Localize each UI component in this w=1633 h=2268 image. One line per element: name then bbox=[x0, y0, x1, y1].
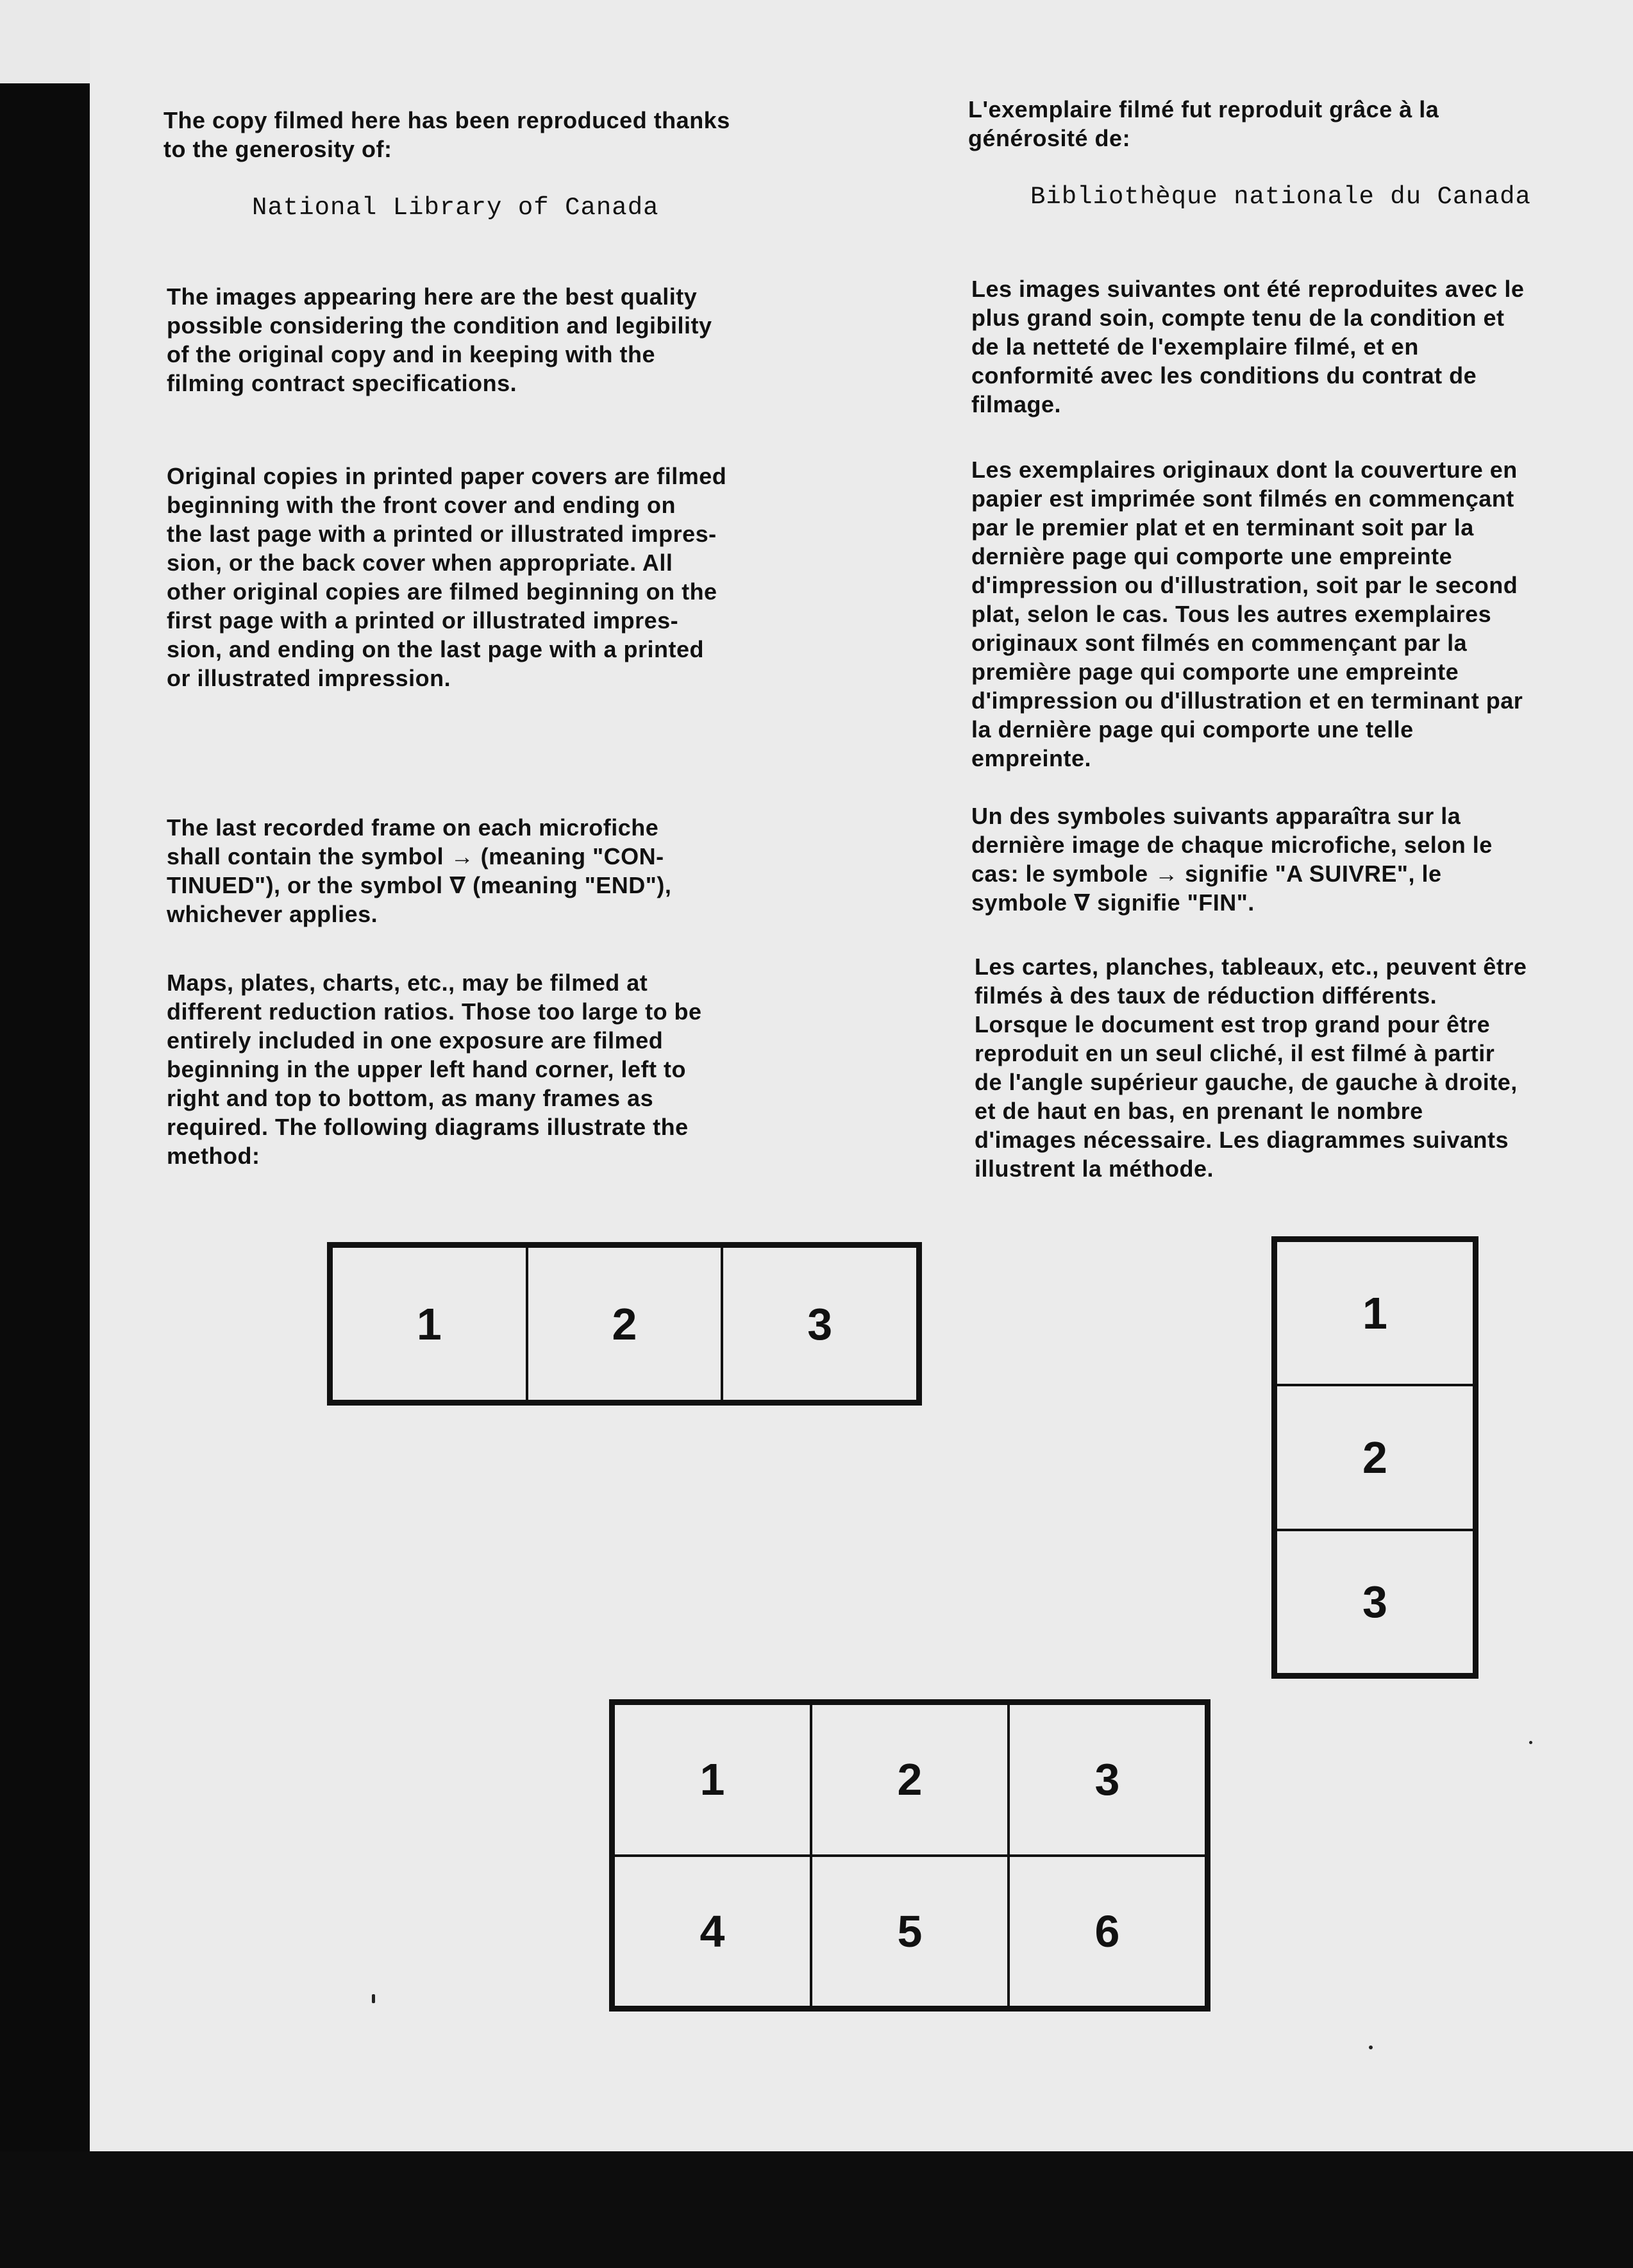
diagram-grid-cell: 1 bbox=[612, 1702, 812, 1857]
diagram-grid-cell: 4 bbox=[612, 1854, 812, 2009]
maps-paragraph-en: Maps, plates, charts, etc., may be filmed at different reduction ratios. Those too large to be entirely included in one exposure are filmed beginning in the upper left hand corner, left to right and top to bottom, as many frames as required. The following diagrams illustrate the method: bbox=[167, 970, 702, 1169]
symbols-paragraph-fr: Un des symboles suivants apparaîtra sur la dernière image de chaque microfiche, selon le cas: le symbole → signifie "A SUIVRE", le symbole ∇ signifie "FIN". bbox=[971, 803, 1493, 916]
originals-paragraph-fr: Les exemplaires originaux dont la couverture en papier est imprimée sont filmés en commençant par le premier plat et en terminant soit par la dernière page qui comporte une empreinte d'impression ou d'illustration, soit par le second plat, selon le cas. Tous les autres exemplaires originaux sont filmés en commençant par la première page qui comporte une empreinte d'impression ou d'illustration et en terminant par la dernière page qui comporte une telle empreinte. bbox=[971, 457, 1523, 771]
diagram-grid-cell: 3 bbox=[1007, 1702, 1207, 1857]
quality-paragraph-fr: Les images suivantes ont été reproduites avec le plus grand soin, compte tenu de la condition et de la netteté de l'exemplaire filmé, et en conformité avec les conditions du contrat de filmage. bbox=[971, 276, 1525, 417]
scan-speck bbox=[1369, 2045, 1373, 2049]
scan-speck bbox=[372, 1994, 375, 2003]
originals-paragraph-en: Original copies in printed paper covers are filmed beginning with the front cover and ending on the last page with a printed or illustrated impres- sion, or the back cover when appropriate. All other original copies are filmed beginning on the first page with a printed or illustrated impres- sion, and ending on the last page with a printed or illustrated impression. bbox=[167, 463, 727, 691]
scan-speck bbox=[1529, 1741, 1532, 1744]
maps-paragraph-fr: Les cartes, planches, tableaux, etc., peuvent être filmés à des taux de réduction différents. Lorsque le document est trop grand pour être reproduit en un seul cliché, il est filmé à partir de l'angle supérieur gauche, de gauche à droite, et de haut en bas, en prenant le nombre d'images nécessaire. Les diagrammes suivants illustrent la méthode. bbox=[975, 953, 1527, 1182]
diagram-row bbox=[327, 1242, 922, 1406]
diagram-column-cell: 3 bbox=[1275, 1529, 1475, 1676]
institution-name-en: National Library of Canada bbox=[252, 194, 659, 222]
diagram-grid bbox=[609, 1699, 1210, 2012]
diagram-row-cell: 2 bbox=[526, 1245, 724, 1402]
quality-paragraph-en: The images appearing here are the best quality possible considering the condition and legibility of the original copy and in keeping with the filming contract specifications. bbox=[167, 283, 712, 396]
film-edge-left bbox=[0, 83, 90, 2155]
film-edge-bottom bbox=[0, 2151, 1633, 2268]
diagram-grid-cell: 6 bbox=[1007, 1854, 1207, 2009]
diagram-column bbox=[1271, 1236, 1478, 1679]
institution-name-fr: Bibliothèque nationale du Canada bbox=[1030, 183, 1531, 211]
diagram-grid-cell: 2 bbox=[810, 1702, 1010, 1857]
symbols-paragraph-en: The last recorded frame on each microfiche shall contain the symbol → (meaning "CON- TINUED"), or the symbol ∇ (meaning "END"), whichever applies. bbox=[167, 814, 672, 927]
intro-text-fr: L'exemplaire filmé fut reproduit grâce à la générosité de: bbox=[968, 96, 1439, 151]
intro-text-en: The copy filmed here has been reproduced thanks to the generosity of: bbox=[163, 107, 730, 162]
diagram-column-cell: 2 bbox=[1275, 1384, 1475, 1531]
diagram-column-cell: 1 bbox=[1275, 1239, 1475, 1386]
diagram-row-cell: 3 bbox=[721, 1245, 919, 1402]
diagram-row-cell: 1 bbox=[330, 1245, 528, 1402]
diagram-grid-cell: 5 bbox=[810, 1854, 1010, 2009]
